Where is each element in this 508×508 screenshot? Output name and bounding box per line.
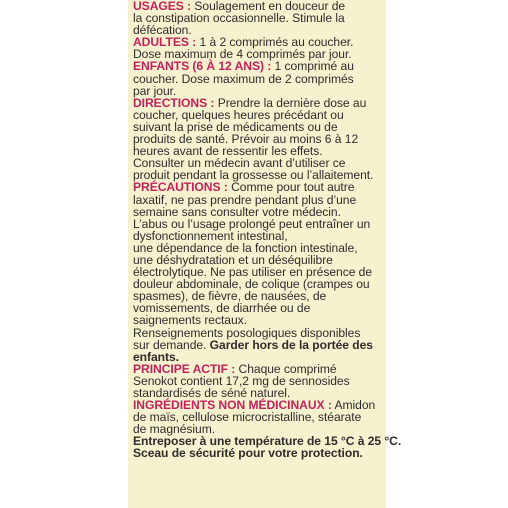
directions-section [133,97,389,182]
precautions-text: saignements rectaux. [133,313,247,328]
directions-text: Consulter un médecin avant d’utiliser ce [133,156,346,171]
keep-out-of-reach-warning: Garder hors de la portée des [209,337,373,352]
ingredients-heading: INGRÉDIENTS NON MÉDICINAUX : [133,398,332,413]
usages-text: défécation. [133,23,192,38]
enfants-text: coucher. Dose maximum de 2 comprimés [133,71,354,86]
principe-actif-text: Chaque comprimé [238,361,337,376]
enfants-text: 1 comprimé au [274,59,354,74]
precautions-text: une déshydratation et un déséquilibre [133,252,333,267]
principe-actif-text: standardisés de séné naturel. [133,386,291,400]
directions-text: produit pendant la grossesse ou l’allaitement. [133,168,374,183]
precautions-text: spasmes), de fièvre, de nausées, de [133,289,327,304]
adultes-heading: ADULTES : [133,35,197,50]
directions-text: suivant la prise de médicaments ou de [133,119,338,134]
directions-text: Prendre la dernière dose au [217,95,367,110]
label-text [133,0,402,461]
ingredients-text: de maïs, cellulose microcristalline, stéarate [133,410,362,425]
precautions-text: douleur abdominale, de colique (crampes ou [133,277,370,292]
precautions-section [133,181,389,362]
enfants-text: par jour. [133,83,177,98]
adultes-text: 1 à 2 comprimés au coucher. [199,35,354,50]
directions-text: produits de santé. Prévoir au moins 6 à 12 [133,132,359,147]
precautions-text: vomissements, de diarrhée ou de [133,301,311,316]
principe-actif-text: Senokot contient 17,2 mg de sennosides [133,373,350,388]
precautions-text: L’abus ou l’usage prolongé peut entraîner un [133,216,371,231]
precautions-text: dysfonctionnement intestinal, [133,228,288,243]
keep-out-of-reach-warning: enfants. [133,349,179,364]
precautions-heading: PRÉCAUTIONS : [133,180,228,195]
precautions-text: électrolytique. Ne pas utiliser en présence de [133,265,373,280]
storage-section [133,434,402,461]
enfants-section [133,60,389,96]
ingredients-section [133,399,389,435]
precautions-text: une dépendance de la fonction intestinale, [133,240,358,255]
precautions-text: Comme pour tout autre [231,180,355,195]
directions-heading: DIRECTIONS : [133,95,215,110]
security-seal-text: Sceau de sécurité pour votre protection. [133,446,363,461]
ingredients-text: Amidon [334,398,376,413]
ingredients-text: de magnésium. [133,422,216,437]
principe-actif-section [133,363,389,399]
adultes-section [133,36,389,60]
adultes-text: Dose maximum de 4 comprimés par jour. [133,47,352,62]
usages-section [133,0,389,36]
storage-text: Entreposer à une température de 15 °C à 25 °C. [133,434,402,449]
usages-text: Soulagement en douceur de [194,0,346,13]
directions-text: coucher, quelques heures précédant ou [133,107,344,122]
usages-text: la constipation occasionnelle. Stimule la [133,11,345,26]
directions-text: heures avant de ressentir les effets. [133,144,323,159]
enfants-heading: ENFANTS (6 À 12 ANS) : [133,59,272,74]
usages-heading: USAGES : [133,0,192,13]
precautions-text: Renseignements posologiques disponibles [133,325,361,340]
principe-actif-heading: PRINCIPE ACTIF : [133,361,236,376]
precautions-text: sur demande. [133,337,207,352]
precautions-text: laxatif, ne pas prendre pendant plus d’une [133,192,357,207]
precautions-text: semaine sans consulter votre médecin. [133,204,341,219]
